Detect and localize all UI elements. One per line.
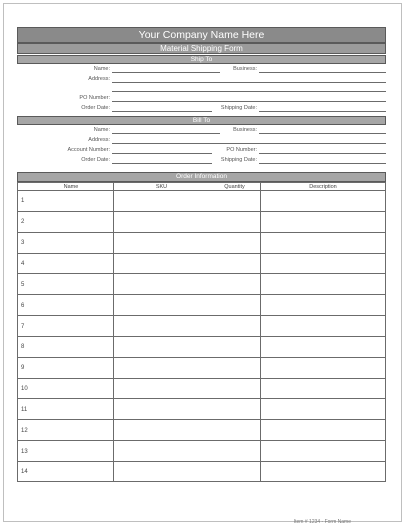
ship-name-field[interactable] [112, 72, 220, 73]
form-title: Material Shipping Form [17, 43, 386, 54]
bill-name-label: Name: [93, 127, 110, 133]
bill-po-label: PO Number: [226, 147, 257, 153]
ship-po-field[interactable] [112, 101, 386, 102]
company-name: Your Company Name Here [17, 27, 386, 43]
ship-address-label: Address: [88, 76, 110, 82]
table-row[interactable] [18, 212, 385, 233]
table-row[interactable] [18, 191, 385, 212]
col-header-name: Name [63, 184, 79, 190]
table-row[interactable] [18, 400, 385, 421]
table-row[interactable] [18, 462, 385, 483]
table-row[interactable] [18, 379, 385, 400]
row-number: 1 [21, 198, 25, 205]
order-table-header [18, 183, 385, 191]
bill-shipping-date-label: Shipping Date: [220, 157, 257, 163]
ship-address-field-1[interactable] [112, 82, 386, 83]
bill-address-field[interactable] [112, 143, 386, 144]
bill-account-field[interactable] [112, 153, 212, 154]
row-number: 12 [21, 427, 28, 434]
col-header-quantity: Quantity [224, 184, 245, 190]
table-row[interactable] [18, 337, 385, 358]
row-number: 4 [21, 260, 25, 267]
table-row[interactable] [18, 274, 385, 295]
bill-name-field[interactable] [112, 133, 220, 134]
row-number: 11 [21, 406, 28, 413]
ship-name-label: Name: [93, 66, 110, 72]
col-header-description: Description [309, 184, 337, 190]
row-number: 3 [21, 240, 25, 247]
table-row[interactable] [18, 441, 385, 462]
row-number: 8 [21, 344, 25, 351]
col-header-sku: SKU [155, 184, 168, 190]
ship-po-label: PO Number: [79, 95, 110, 101]
table-row[interactable] [18, 358, 385, 379]
ship-shipping-date-label: Shipping Date: [220, 105, 257, 111]
ship-shipping-date-field[interactable] [259, 111, 386, 112]
table-row[interactable] [18, 233, 385, 254]
row-number: 13 [21, 448, 28, 455]
row-number: 10 [21, 386, 28, 393]
form-page [3, 3, 402, 525]
ship-address-field-2[interactable] [112, 91, 386, 92]
form-footer: Item # 1234 - Form Name [293, 519, 351, 525]
row-number: 6 [21, 302, 25, 309]
bill-to-header: Bill To [17, 116, 386, 125]
bill-business-field[interactable] [259, 133, 386, 134]
ship-order-date-label: Order Date: [81, 105, 110, 111]
table-row[interactable] [18, 254, 385, 275]
bill-address-label: Address: [88, 137, 110, 143]
bill-business-label: Business: [233, 127, 257, 133]
ship-business-label: Business: [233, 66, 257, 72]
ship-to-header: Ship To [17, 55, 386, 64]
bill-order-date-label: Order Date: [81, 157, 110, 163]
ship-business-field[interactable] [259, 72, 386, 73]
row-number: 7 [21, 323, 25, 330]
table-row[interactable] [18, 295, 385, 316]
row-number: 9 [21, 365, 25, 372]
row-number: 5 [21, 281, 25, 288]
bill-shipping-date-field[interactable] [259, 163, 386, 164]
bill-account-label: Account Number: [67, 147, 110, 153]
table-row[interactable] [18, 316, 385, 337]
order-table [17, 182, 386, 482]
row-number: 2 [21, 219, 25, 226]
order-info-header: Order Information [17, 172, 386, 182]
table-row[interactable] [18, 420, 385, 441]
row-number: 14 [21, 469, 28, 476]
bill-po-field[interactable] [259, 153, 386, 154]
